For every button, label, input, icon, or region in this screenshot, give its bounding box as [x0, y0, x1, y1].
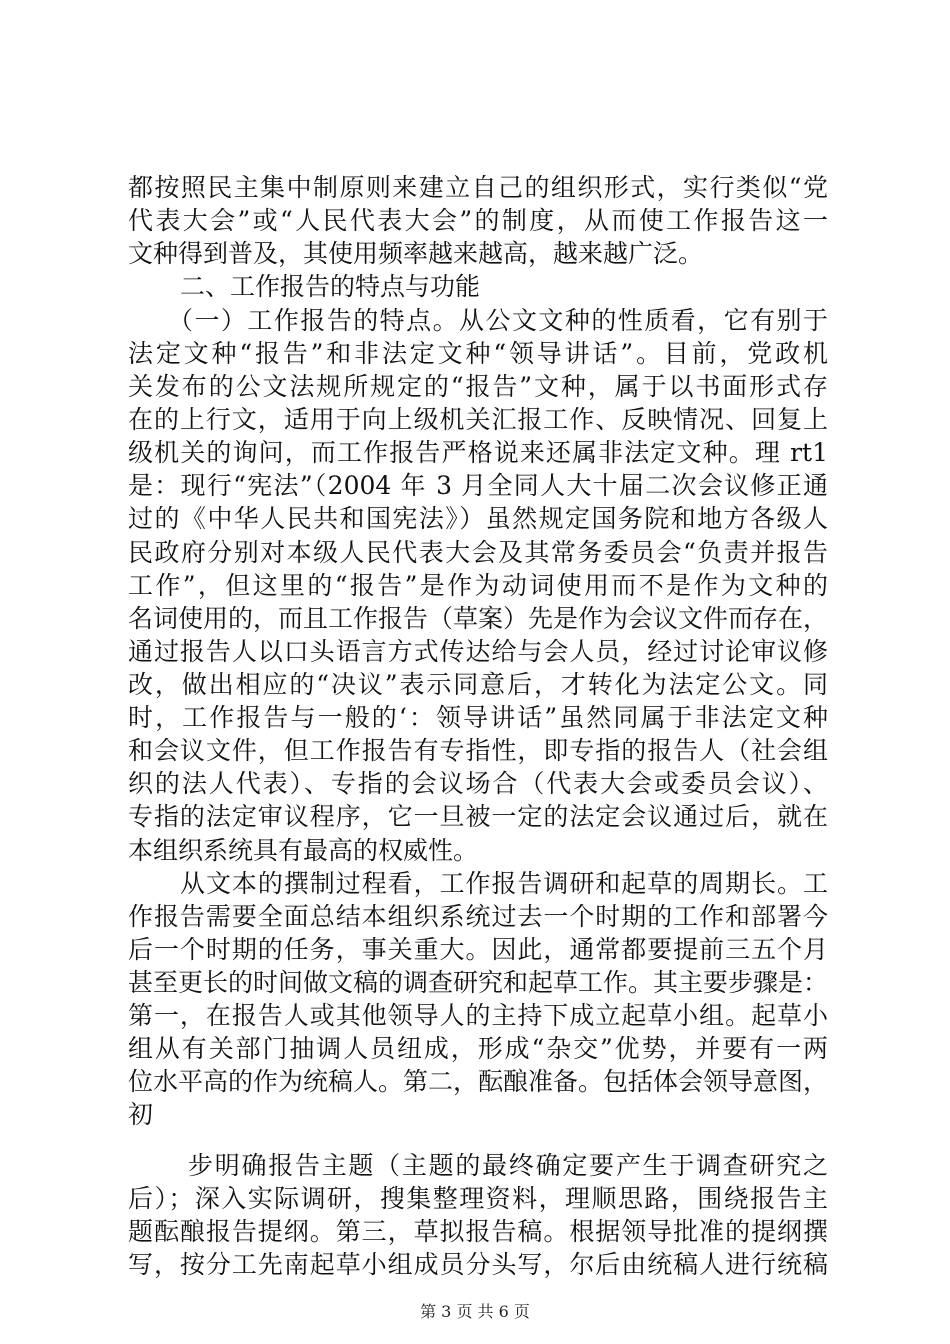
text-line: 位水平高的作为统稿人。第二，酝酿准备。包括体会领导意图， — [128, 1067, 828, 1096]
text-line: 在的上行文，适用于向上级机关汇报工作、反映情况、回复上 — [128, 405, 828, 434]
text-line: 步明确报告主题（主题的最终确定要产生于调查研究之 — [188, 1151, 828, 1180]
text-line: 题酝酿报告提纲。第三，草拟报告稿。根据领导批准的提纲撰 — [128, 1217, 828, 1246]
section-heading: 二、工作报告的特点与功能 — [180, 272, 481, 301]
text-line: 初 — [128, 1100, 154, 1129]
text-line: 第一，在报告人或其他领导人的主持下成立起草小组。起草小 — [128, 1001, 828, 1030]
text-line: 作报告需要全面总结本组织系统过去一个时期的工作和部署今 — [128, 902, 828, 931]
text-line: 级机关的询问，而工作报告严格说来还属非法定文种。理 rt1 — [128, 438, 828, 467]
text-line: 工作”，但这里的“报告”是作为动词使用而不是作为文种的 — [128, 571, 828, 600]
text-line: （一）工作报告的特点。从公文文种的性质看，它有别于 — [168, 306, 828, 335]
text-line: 专指的法定审议程序，它一旦被一定的法定会议通过后，就在 — [128, 802, 828, 831]
text-line: 后）；深入实际调研，搜集整理资料，理顺思路，围绕报告主 — [128, 1184, 828, 1213]
text-line: 改，做出相应的“决议”表示同意后，才转化为法定公文。同 — [128, 670, 828, 699]
page-number: 第 3 页 共 6 页 — [420, 1302, 530, 1321]
text-line: 过的《中华人民共和国宪法》）虽然规定国务院和地方各级人 — [128, 504, 828, 533]
text-line: 组从有关部门抽调人员纽成，形成“杂交”优势，并要有一两 — [128, 1034, 828, 1063]
text-line: 名词使用的，而且工作报告（草案）先是作为会议文件而存在， — [128, 604, 828, 633]
text-line: 是：现行“宪法”（2004 年 3 月全同人大十届二次会议修正通 — [128, 471, 828, 500]
text-line: 后一个时期的任务，事关重大。因此，通常都要提前三五个月 — [128, 935, 828, 964]
text-line: 都按照民主集中制原则来建立自己的组织形式，实行类似“党 — [128, 173, 828, 202]
text-line: 代表大会”或“人民代表大会”的制度，从而使工作报告这一 — [128, 206, 828, 235]
text-line: 和会议文件，但工作报告有专指性，即专指的报告人（社会组 — [128, 736, 828, 765]
text-line: 民政府分别对本级人民代表大会及其常务委员会“负责并报告 — [128, 538, 828, 567]
text-line: 法定文种“报告”和非法定文种“领导讲话”。目前，党政机 — [128, 339, 828, 368]
text-line: 通过报告人以口头语言方式传达给与会人员，经过讨论审议修 — [128, 637, 828, 666]
text-line: 文种得到普及，其使用频率越来越高，越来越广泛。 — [128, 239, 704, 268]
text-line: 织的法人代表）、专指的会议场合（代表大会或委员会议）、 — [128, 769, 828, 798]
text-line: 写，按分工先南起草小组成员分头写，尔后由统稿人进行统稿 — [128, 1250, 828, 1279]
text-line: 时，工作报告与一般的‘：领导讲话”虽然同属于非法定文种 — [128, 703, 828, 732]
text-line: 本组织系统具有最高的权威性。 — [128, 836, 479, 865]
text-line: 关发布的公文法规所规定的“报告”文种，属于以书面形式存 — [128, 372, 828, 401]
text-line: 甚至更长的时间做文稿的调查研究和起草工作。其主要步骤是： — [128, 968, 828, 997]
text-line: 从文本的撰制过程看，工作报告调研和起草的周期长。工 — [180, 869, 828, 898]
